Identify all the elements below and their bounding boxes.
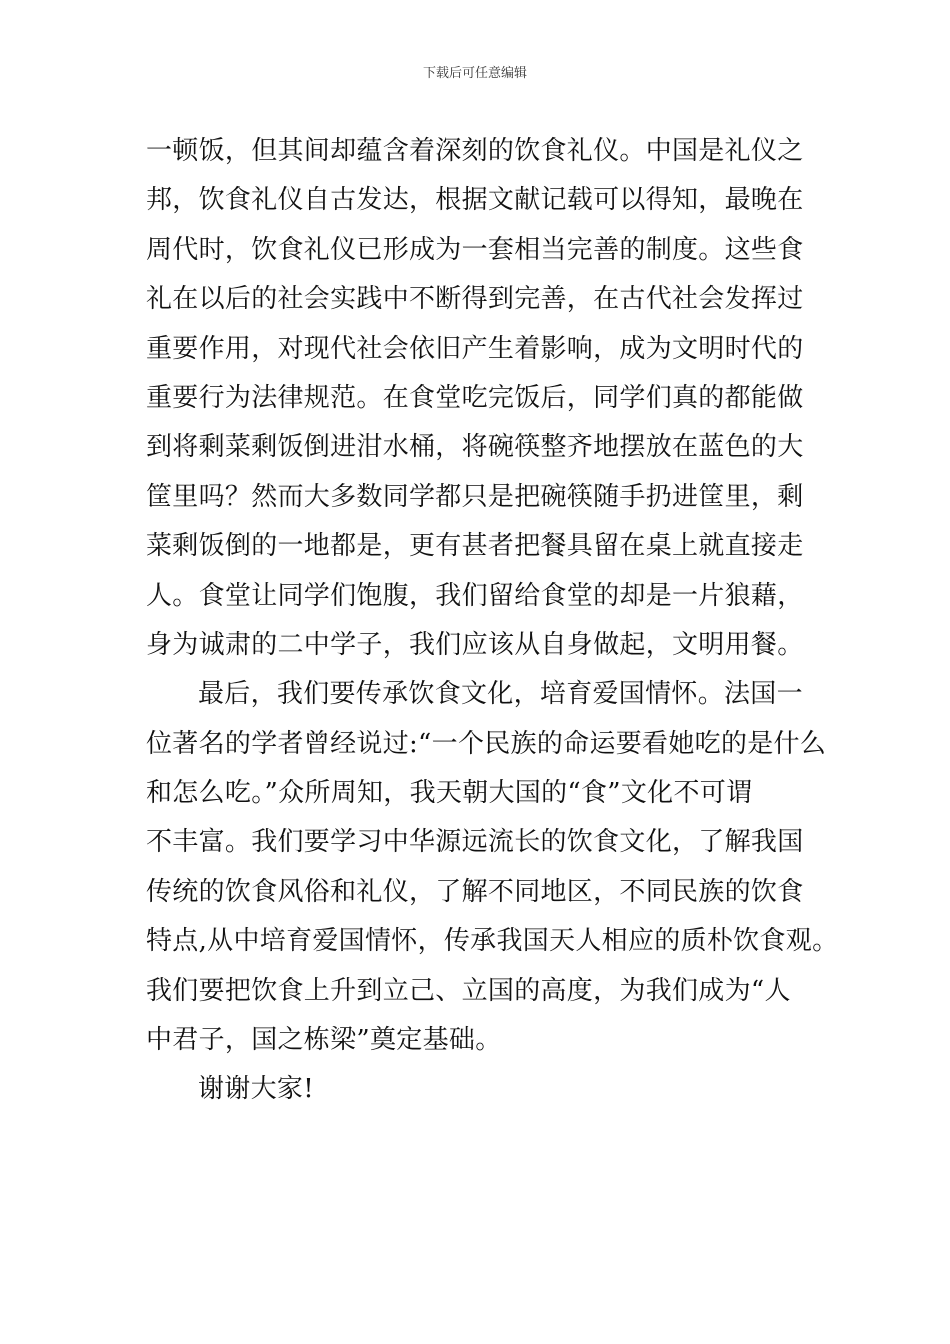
- text-line: 和怎么吃。”众所周知，我天朝大国的“食”文化不可谓: [146, 778, 753, 809]
- document-body: [146, 127, 839, 1115]
- closing-line: 谢谢大家!: [198, 1074, 314, 1105]
- text-line: 传统的饮食风俗和礼仪，了解不同地区，不同民族的饮食: [146, 876, 804, 907]
- text-line: 我们要把饮食上升到立己、立国的高度，为我们成为“人: [146, 975, 791, 1006]
- text-line: 身为诚肃的二中学子，我们应该从自身做起，文明用餐。: [146, 629, 804, 660]
- text-line: 到将剩菜剩饭倒进泔水桶，将碗筷整齐地摆放在蓝色的大: [146, 432, 804, 463]
- text-line: 中君子，国之栋梁”奠定基础。: [146, 1025, 502, 1056]
- text-line: 周代时，饮食礼仪已形成为一套相当完善的制度。这些食: [146, 234, 804, 265]
- page-header-note: 下载后可任意编辑: [422, 66, 527, 81]
- text-line: 邦，饮食礼仪自古发达，根据文献记载可以得知，最晚在: [146, 185, 804, 216]
- text-line: 筐里吗？然而大多数同学都只是把碗筷随手扔进筐里，剩: [146, 481, 804, 512]
- text-line: 特点,从中培育爱国情怀，传承我国天人相应的质朴饮食观。: [146, 926, 839, 957]
- text-line: 一顿饭，但其间却蕴含着深刻的饮食礼仪。中国是礼仪之: [146, 136, 804, 166]
- text-line: 人。食堂让同学们饱腹，我们留给食堂的却是一片狼藉，: [146, 580, 804, 611]
- text-line: 位著名的学者曾经说过:“一个民族的命运要看她吃的是什么: [146, 728, 827, 759]
- text-line: 不丰富。我们要学习中华源远流长的饮食文化，了解我国: [146, 827, 804, 858]
- text-line: 重要作用，对现代社会依旧产生着影响，成为文明时代的: [146, 333, 804, 364]
- paragraph-start-line: 最后，我们要传承饮食文化，培育爱国情怀。法国一: [198, 679, 803, 710]
- text-line: 重要行为法律规范。在食堂吃完饭后，同学们真的都能做: [146, 382, 804, 413]
- text-line: 菜剩饭倒的一地都是，更有甚者把餐具留在桌上就直接走: [146, 531, 804, 562]
- text-line: 礼在以后的社会实践中不断得到完善，在古代社会发挥过: [146, 284, 804, 315]
